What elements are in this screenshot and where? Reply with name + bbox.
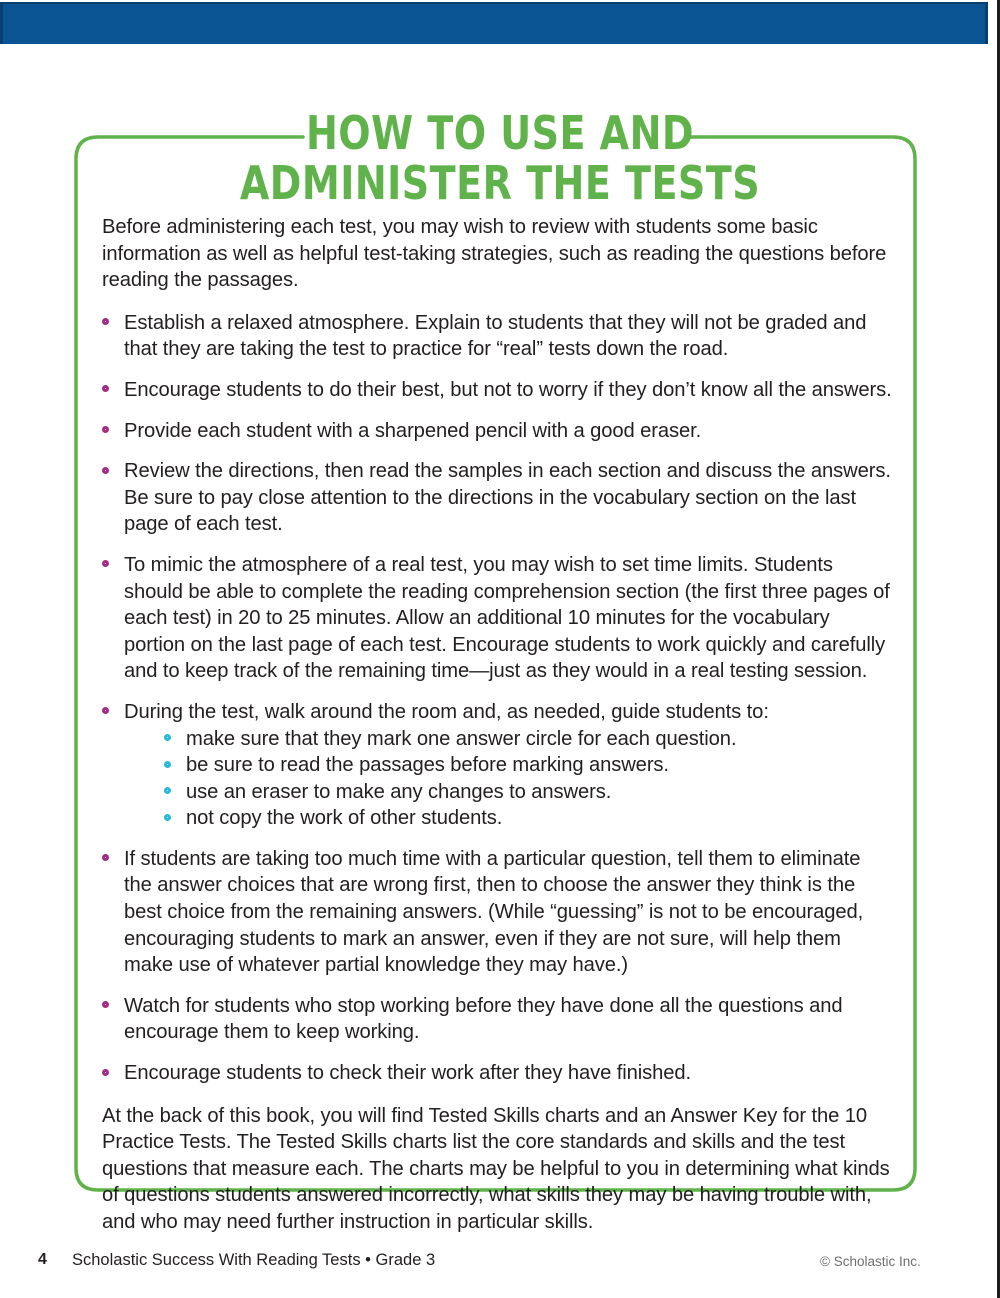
footer-page-number: 4 [38,1251,47,1268]
top-blue-banner [0,2,988,44]
list-item-text: Encourage students to do their best, but not to worry if they don’t know all the answers. [124,378,892,401]
banner-left-edge [0,2,3,44]
bullet-dot-icon [102,318,109,325]
list-item-text: Encourage students to check their work after they have finished. [124,1062,692,1085]
footer-book-title: Scholastic Success With Reading Tests • Grade 3 [72,1251,436,1269]
sub-list-item [164,805,892,832]
bullet-dot-icon [102,385,109,392]
banner-top-edge [0,2,988,4]
footer-copyright: © Scholastic Inc. [820,1254,921,1269]
outro-paragraph: At the back of this book, you will find Tested Skills charts and an Answer Key for the 10 Practice Tests. The Tested Skills charts list the core standards and skills and the test questions that measure each. The charts may be helpful to you in determining what kinds of questions students answered incorrectly, what skills they may be having trouble with, and who may need further instruction in particular skills. [102,1104,890,1233]
list-item [102,458,892,538]
list-item-text: Review the directions, then read the samples in each section and discuss the answers. Be sure to pay close attention to the directions in the vocabulary section on the last page of each test. [124,460,891,536]
instruction-bullet-list [102,310,892,1087]
list-item [102,699,892,832]
bullet-dot-icon [102,467,109,474]
list-item-text: Watch for students who stop working before they have done all the questions and encourage them to keep working. [124,994,843,1044]
main-content [102,214,892,1236]
bullet-dot-icon [102,1001,109,1008]
list-item [102,552,892,685]
list-item [102,377,892,404]
page-title-line-1: HOW TO USE AND [305,106,695,160]
sub-list-item [164,779,892,806]
guidance-sub-list [124,726,892,832]
bullet-dot-icon [102,426,109,433]
sub-list-item [164,752,892,779]
sub-bullet-dot-icon [164,814,171,821]
page-title [40,108,960,208]
sub-list-item-text: use an eraser to make any changes to answers. [186,780,612,803]
list-item [102,846,892,979]
list-item [102,418,892,445]
intro-paragraph: Before administering each test, you may wish to review with students some basic information as well as helpful test-taking strategies, such as reading the questions before reading the passages. [102,216,887,292]
sub-bullet-dot-icon [164,734,171,741]
bullet-dot-icon [102,854,109,861]
sub-list-item-text: be sure to read the passages before marking answers. [186,754,669,777]
list-item-text: If students are taking too much time with a particular question, tell them to eliminate the answer choices that are wrong first, then to choose the answer they think is the best choice from the remaining answers. (While “guessing” is not to be encouraged, encouraging students to mark an answer, even if they are not sure, will help them make use of whatever partial knowledge they may have.) [124,847,864,977]
sub-list-item-text: not copy the work of other students. [186,807,503,830]
sub-list-item-text: make sure that they mark one answer circle for each question. [186,727,737,750]
sub-bullet-dot-icon [164,787,171,794]
sub-bullet-dot-icon [164,761,171,768]
sub-list-item [164,726,892,753]
banner-right-edge [985,2,988,44]
bullet-dot-icon [102,1069,109,1076]
list-item [102,310,892,363]
bullet-dot-icon [102,707,109,714]
list-item-text: Provide each student with a sharpened pencil with a good eraser. [124,419,702,442]
list-item [102,1060,892,1087]
list-item-text: Establish a relaxed atmosphere. Explain to students that they will not be graded and that they are taking the test to practice for “real” tests down the road. [124,311,867,361]
list-item-text: During the test, walk around the room and, as needed, guide students to: [124,700,769,723]
list-item [102,993,892,1046]
list-item-text: To mimic the atmosphere of a real test, you may wish to set time limits. Students should be able to complete the reading comprehension section (the first three pages of each test) in 20 to 25 minutes. Allow an additional 10 minutes for the vocabulary portion on the last page of each test. Encourage students to work quickly and carefully and to keep track of the remaining time—just as they would in a real testing session. [124,553,890,683]
page-title-line-2: ADMINISTER THE TESTS [239,156,761,210]
bullet-dot-icon [102,560,109,567]
